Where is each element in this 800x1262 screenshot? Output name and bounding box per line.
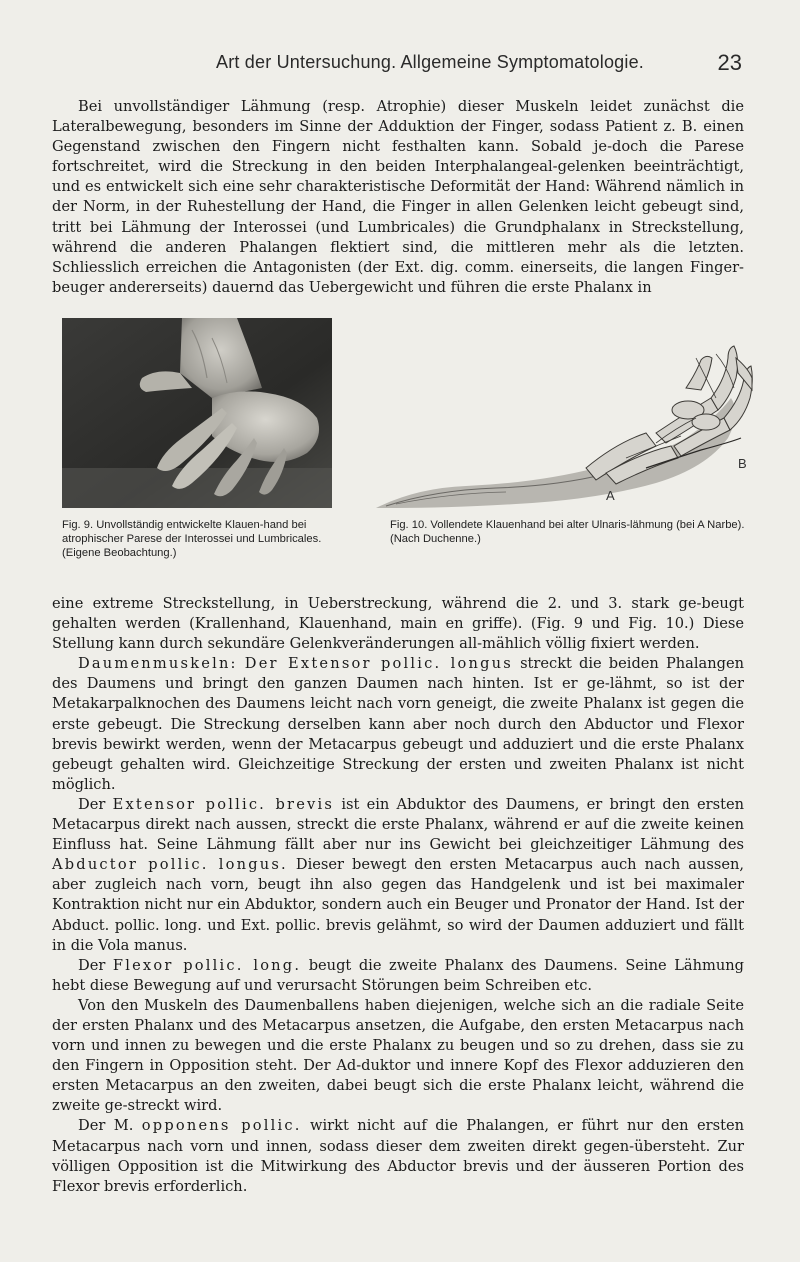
figure-label-a: A xyxy=(606,488,615,503)
running-header xyxy=(0,50,800,80)
main-text-block xyxy=(52,594,744,1197)
figure-label-b: B xyxy=(738,456,747,471)
term-opponens-pollic: opponens pollic. xyxy=(141,1117,302,1135)
figure-10-skeleton-claw-hand xyxy=(356,318,756,508)
p4-rest: beugt die zweite Phalanx des Daumens. Seine Lähmung hebt diese Bewegung auf und verursacht Störungen beim Schreiben etc. xyxy=(52,956,744,994)
paragraph-opponens xyxy=(52,1116,744,1196)
header-title: Art der Untersuchung. Allgemeine Symptomatologie. xyxy=(215,52,645,72)
p3-pre: Der xyxy=(78,795,106,813)
term-extensor-pollic-brevis: Extensor pollic. brevis xyxy=(112,795,335,813)
term-thumb-muscles: Daumenmuskeln: xyxy=(78,655,238,673)
claw-hand-photo-illustration xyxy=(62,318,332,508)
page-number: 23 xyxy=(717,50,742,75)
figure-10-caption: Fig. 10. Vollendete Klauenhand bei alter Ulnaris-lähmung (bei A Narbe). (Nach Duchenne.) xyxy=(390,519,745,545)
top-text-block xyxy=(52,97,744,298)
paragraph-thenar-muscles: Von den Muskeln des Daumenballens haben diejenigen, welche sich an die radiale Seite der ersten Phalanx und des Metacarpus ansetzen, die Aufgabe, den ersten Metacarpus nach vorn und innen zu bewegen und die erste Phalanx zu beugen und so zu drehen, dass sie zu den Fingern in Opposition steht. Der Ad-duktor und innere Kopf des Flexor adduzieren den ersten Metacarpus an den zweiten, dabei beugt sich die erste Phalanx leicht, während die zweite ge-streckt wird. xyxy=(52,996,744,1115)
p3-rest: Dieser bewegt den ersten Metacarpus auch nach aussen, aber zugleich nach vorn, beugt ihn also gegen das Handgelenk und ist bei maximaler Kontraktion nicht nur ein Abduktor, sondern auch ein Beuger und Pronator der Hand. Ist der Abduct. pollic. long. und Ext. pollic. brevis gelähmt, so wird der Daumen adduziert und fällt in die Vola manus. xyxy=(52,856,744,954)
paragraph-lateral-movement: Bei unvollständiger Lähmung (resp. Atrophie) dieser Muskeln leidet zunächst die Lateralbewegung, besonders im Sinne der Adduktion der Finger, sodass Patient z. B. einen Gegenstand zwischen den Fingern nicht festhalten kann. Sobald je-doch die Parese fortschreitet, wird die Streckung in den beiden Interphalangeal-gelenken beeinträchtigt, und es entwickelt sich eine sehr charakteristische Deformität der Hand: Während nämlich in der Norm, in der Ruhestellung der Hand, die Finger in allen Gelenken leicht gebeugt sind, tritt bei Lähmung der Interossei (und Lumbricales) die Grundphalanx in Streckstellung, während die anderen Phalangen flektiert sind, die mittleren mehr als die letzten. Schliesslich erreichen die Antagonisten (der Ext. dig. comm. einerseits, die langen Finger-beuger andererseits) dauernd das Uebergewicht und führen die erste Phalanx in xyxy=(52,98,744,296)
skeleton-hand-illustration xyxy=(356,318,756,508)
paragraph-extreme-extension: eine extreme Streckstellung, in Ueberstreckung, während die 2. und 3. stark ge-beugt gehalten werden (Krallenhand, Klauenhand, main en griffe). (Fig. 9 und Fig. 10.) Diese Stellung kann durch sekundäre Gelenkveränderungen all-mählich völlig fixiert werden. xyxy=(52,595,744,653)
figure-9-caption: Fig. 9. Unvollständig entwickelte Klauen-hand bei atrophischer Parese der Interossei und Lumbricales. (Eigene Beobachtung.) xyxy=(62,519,322,559)
paragraph-flexor-pollic xyxy=(52,956,744,996)
p6-rest: wirkt nicht auf die Phalangen, er führt nur den ersten Metacarpus nach vorn und innen, sodass dieser dem zweiten direkt gegen-übersteht. Zur völligen Opposition ist die Mitwirkung des Abductor brevis und der äusseren Portion des Flexor brevis erforderlich. xyxy=(52,1117,744,1195)
p3-mid: ist ein Abduktor des Daumens, er bringt den ersten Metacarpus direkt nach aussen, streckt die erste Phalanx, während er auf die zweite keinen Einfluss hat. Seine Lähmung fällt aber nur ins Gewicht bei gleichzeitiger Lähmung des xyxy=(52,795,745,854)
figure-9-claw-hand-photo xyxy=(62,318,332,508)
term-abductor-pollic-longus: Abductor pollic. longus. xyxy=(52,856,288,874)
p4-pre: Der xyxy=(78,956,106,974)
paragraph-extensor-longus xyxy=(52,654,744,795)
paragraph-extensor-brevis xyxy=(52,795,744,956)
paragraph-extensor-longus-text: streckt die beiden Phalangen des Daumens und bringt den ganzen Daumen nach hinten. Ist er ge-lähmt, so ist der Metakarpalknochen des Daumens leicht nach vorn geneigt, die zweite Phalanx ist gegen die erste gebeugt. Die Streckung derselben kann aber noch durch den Abductor und Flexor brevis bewirkt werden, wenn der Metacarpus gebeugt und adduziert und die erste Phalanx gebeugt gehalten wird. Gleichzeitige Streckung der ersten und zweiten Phalanx ist nicht möglich. xyxy=(52,655,745,793)
term-extensor-pollic-longus: Der Extensor pollic. longus xyxy=(244,655,513,673)
p6-pre: Der M. xyxy=(78,1117,134,1135)
term-flexor-pollic-long: Flexor pollic. long. xyxy=(112,956,302,974)
